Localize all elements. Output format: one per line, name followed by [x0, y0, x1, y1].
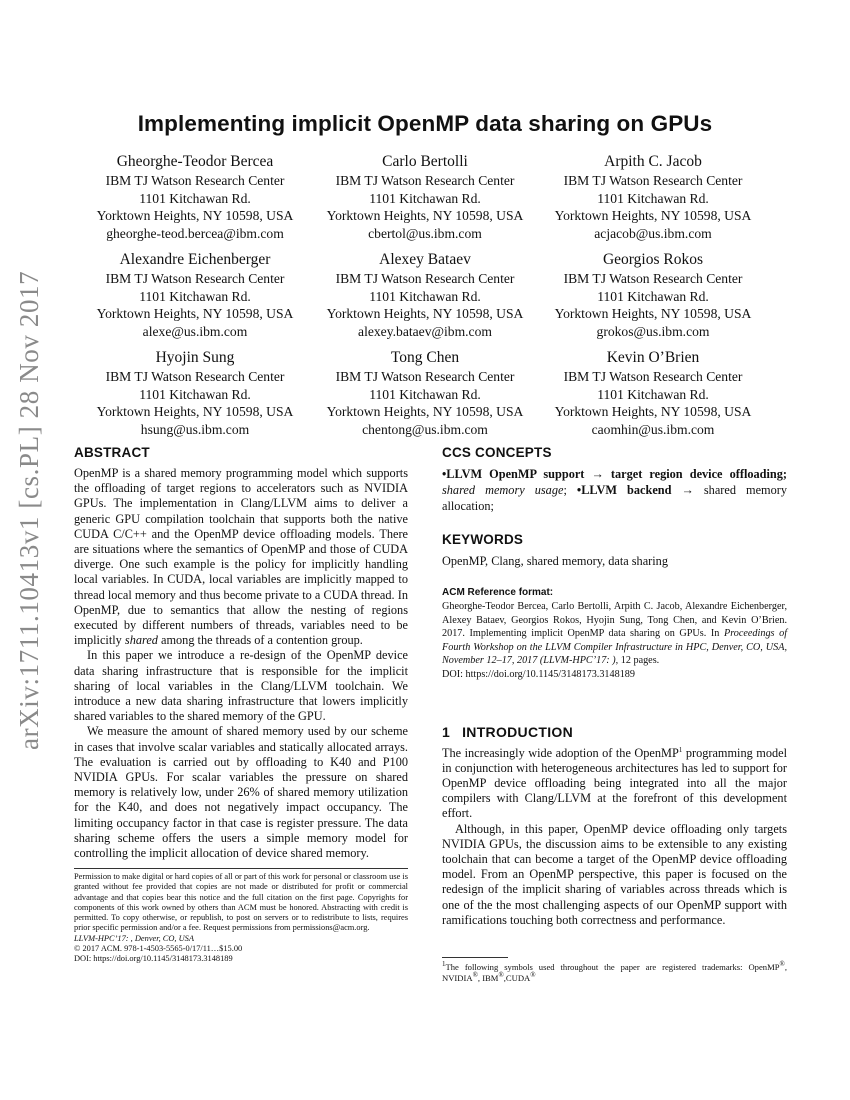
- section-number: 1: [442, 723, 451, 740]
- abstract-paragraph: [74, 466, 408, 648]
- intro-paragraph: [442, 746, 787, 822]
- venue-line: LLVM-HPC’17: , Denver, CO, USA: [74, 933, 194, 943]
- author-city: Yorktown Heights, NY 10598, USA: [96, 404, 294, 419]
- author-street: 1101 Kitchawan Rd.: [369, 386, 481, 402]
- author-name: Kevin O’Brien: [606, 349, 700, 366]
- author-name: Georgios Rokos: [602, 251, 704, 268]
- acm-reference-heading: ACM Reference format:: [442, 587, 554, 598]
- registered-mark: ®: [530, 971, 536, 980]
- author-affiliation: IBM TJ Watson Research Center: [563, 173, 743, 188]
- ccs-separator: ;: [563, 483, 577, 497]
- author-email: caomhin@us.ibm.com: [591, 421, 715, 437]
- author-city: Yorktown Heights, NY 10598, USA: [96, 208, 294, 223]
- ccs-term: •LLVM backend: [576, 483, 672, 497]
- abstract-paragraph: We measure the amount of shared memory used by our scheme in cases that involve scalar variables and statically allocated arrays. The evaluation is carried out by offloading to K40 and P100 NVIDIA GPUs. For scalar variables the pressure on shared memory is relatively low, under 26% of shared memory utilization for the K40, and does not negatively impact occupancy. The limiting occupancy factor in that case is register pressure. The data sharing scheme offers the users a simple memory model for controlling the implicit allocation of device shared memory.: [74, 724, 408, 861]
- author-city: Yorktown Heights, NY 10598, USA: [326, 404, 524, 419]
- doi-line: DOI: https://doi.org/10.1145/3148173.3148189: [74, 954, 233, 964]
- abstract-text: OpenMP is a shared memory programming model which supports the offloading of target regions to accelerators such as NVIDIA GPUs. The implementation in Clang/LLVM aims to deliver a generic GPU compilation toolchain that supports both the native CUDA C/C++ and the OpenMP device offloading models. There are situations where the semantics of OpenMP and those of CUDA diverge. One such example is the policy for implicitly handling local variables. In CUDA, local variables are implicitly mapped to thread local memory and thus become private to a CUDA thread. In OpenMP, due to semantics that allow the nesting of regions executed by different numbers of threads, variables need to be implicitly: [74, 466, 408, 648]
- author-affiliation: IBM TJ Watson Research Center: [335, 271, 515, 286]
- acm-reference-doi: DOI: https://doi.org/10.1145/3148173.3148189: [442, 668, 635, 680]
- ccs-subterm: → shared memory allocation;: [442, 483, 788, 513]
- author-card: [538, 152, 768, 242]
- intro-paragraph: Although, in this paper, OpenMP device offloading only targets NVIDIA GPUs, the discussion aims to be extensible to any existing toolchain that can become a target of the OpenMP device offloading model. From an OpenMP perspective, this paper is focused on the redesign of the implicit sharing of variables across threads which is one of the the most challenging aspects of our OpenMP support with ramifications touching both correctness and performance.: [442, 821, 787, 927]
- author-street: 1101 Kitchawan Rd.: [139, 190, 251, 206]
- author-card: [538, 250, 768, 340]
- author-street: 1101 Kitchawan Rd.: [597, 288, 709, 304]
- author-affiliation: IBM TJ Watson Research Center: [335, 369, 515, 384]
- acm-reference-part: 12 pages.: [620, 655, 660, 667]
- author-street: 1101 Kitchawan Rd.: [139, 288, 251, 304]
- author-card: [310, 152, 540, 242]
- author-name: Carlo Bertolli: [382, 153, 468, 170]
- author-name: Hyojin Sung: [155, 349, 235, 366]
- footnote: [442, 962, 787, 984]
- author-card: [538, 348, 768, 438]
- abstract-paragraph: In this paper we introduce a re-design of the OpenMP device data sharing infrastructure that is responsible for the implicit sharing of local variables in the Clang/LLVM toolchain. We introduce a new data sharing infrastructure that lowers implicitly shared variables to the shared memory of the GPU.: [74, 648, 408, 724]
- ccs-subterm: shared memory usage: [442, 483, 564, 497]
- permission-text: Permission to make digital or hard copies of all or part of this work for personal or classroom use is granted without fee provided that copies are not made or distributed for profit or commercial advantage and that copies bear this notice and the full citation on the first page. Copyrights for components of this work owned by others than ACM must be honored. Abstracting with credit is permitted. To copy otherwise, or republish, to post on servers or to redistribute to lists, requires prior specific permission and/or a fee. Request permissions from permissions@acm.org.: [74, 872, 408, 933]
- ccs-concepts: [442, 466, 787, 514]
- author-city: Yorktown Heights, NY 10598, USA: [554, 306, 752, 321]
- author-city: Yorktown Heights, NY 10598, USA: [554, 208, 752, 223]
- author-email: cbertol@us.ibm.com: [368, 225, 482, 241]
- footnote-number: 1: [442, 960, 446, 969]
- ccs-heading: CCS CONCEPTS: [442, 445, 552, 460]
- author-affiliation: IBM TJ Watson Research Center: [105, 173, 285, 188]
- author-affiliation: IBM TJ Watson Research Center: [335, 173, 515, 188]
- author-name: Alexey Bataev: [379, 251, 471, 268]
- footnote-text: , NVIDIA: [442, 962, 787, 983]
- registered-mark: ®: [779, 960, 785, 969]
- author-street: 1101 Kitchawan Rd.: [597, 386, 709, 402]
- author-card: [310, 348, 540, 438]
- author-email: gheorghe-teod.bercea@ibm.com: [106, 225, 284, 241]
- registered-mark: ®: [472, 971, 478, 980]
- author-name: Arpith C. Jacob: [604, 153, 702, 170]
- author-city: Yorktown Heights, NY 10598, USA: [96, 306, 294, 321]
- footnote-marker[interactable]: 1: [678, 745, 683, 754]
- arxiv-identifier: arXiv:1711.10413v1 [cs.PL] 28 Nov 2017: [14, 270, 44, 750]
- author-email: alexe@us.ibm.com: [142, 323, 248, 339]
- ccs-term: •LLVM OpenMP support → target region device offloading;: [442, 467, 787, 481]
- abstract-section: [74, 445, 408, 861]
- footnote-text: The following symbols used throughout the paper are registered trademarks: OpenMP: [445, 962, 780, 972]
- author-affiliation: IBM TJ Watson Research Center: [105, 369, 285, 384]
- author-street: 1101 Kitchawan Rd.: [597, 190, 709, 206]
- abstract-text: among the threads of a contention group.: [161, 633, 363, 648]
- abstract-emphasis: shared: [124, 633, 158, 648]
- author-affiliation: IBM TJ Watson Research Center: [563, 271, 743, 286]
- footnote-text: , IBM: [477, 973, 499, 983]
- footnote-text: ,CUDA: [503, 973, 531, 983]
- author-street: 1101 Kitchawan Rd.: [369, 190, 481, 206]
- footnote-divider: [442, 957, 508, 958]
- author-card: [80, 250, 310, 340]
- author-email: chentong@us.ibm.com: [362, 421, 488, 437]
- author-email: hsung@us.ibm.com: [140, 421, 250, 437]
- registered-mark: ®: [498, 971, 504, 980]
- author-name: Tong Chen: [390, 349, 460, 366]
- author-card: [310, 250, 540, 340]
- permission-divider: [74, 868, 408, 869]
- author-name: Gheorghe-Teodor Bercea: [116, 153, 274, 170]
- paper-title: Implementing implicit OpenMP data sharing on GPUs: [137, 111, 713, 136]
- permission-block: [74, 872, 408, 965]
- keywords-text: OpenMP, Clang, shared memory, data sharing: [442, 554, 668, 568]
- author-street: 1101 Kitchawan Rd.: [369, 288, 481, 304]
- copyright-line: © 2017 ACM. 978-1-4503-5565-0/17/11…$15.00: [74, 944, 243, 954]
- author-email: grokos@us.ibm.com: [596, 323, 710, 339]
- author-affiliation: IBM TJ Watson Research Center: [563, 369, 743, 384]
- author-city: Yorktown Heights, NY 10598, USA: [326, 306, 524, 321]
- author-card: [80, 152, 310, 242]
- author-name: Alexandre Eichenberger: [119, 251, 271, 268]
- author-card: [80, 348, 310, 438]
- section-title: INTRODUCTION: [462, 723, 574, 740]
- abstract-heading: ABSTRACT: [74, 445, 150, 460]
- keywords-heading: KEYWORDS: [442, 532, 524, 547]
- author-email: acjacob@us.ibm.com: [594, 225, 712, 241]
- author-affiliation: IBM TJ Watson Research Center: [105, 271, 285, 286]
- author-street: 1101 Kitchawan Rd.: [139, 386, 251, 402]
- right-column: [442, 445, 787, 928]
- author-email: alexey.bataev@ibm.com: [358, 323, 492, 339]
- acm-reference-text: [442, 600, 787, 682]
- introduction-heading: [442, 724, 787, 740]
- intro-text: programming model in conjunction with heterogeneous architectures has led to support for OpenMP device offloading being integrated into all the major compilers with Clang/LLVM at the forefront of this development effort.: [442, 745, 787, 821]
- author-city: Yorktown Heights, NY 10598, USA: [554, 404, 752, 419]
- author-city: Yorktown Heights, NY 10598, USA: [326, 208, 524, 223]
- acm-reference-proceedings: Proceedings of Fourth Workshop on the LLVM Compiler Infrastructure in HPC, Denver, CO, USA, November 12–17, 2017 (LLVM-HPC’17: ),: [442, 628, 788, 667]
- acm-reference-part: Gheorghe-Teodor Bercea, Carlo Bertolli, Arpith C. Jacob, Alexandre Eichenberger, Alexey Bataev, Georgios Rokos, Hyojin Sung, Tong Chen, and Kevin O’Brien. 2017. Implementing implicit OpenMP data sharing on GPUs. In: [442, 601, 787, 640]
- intro-text: The increasingly wide adoption of the OpenMP: [442, 745, 679, 760]
